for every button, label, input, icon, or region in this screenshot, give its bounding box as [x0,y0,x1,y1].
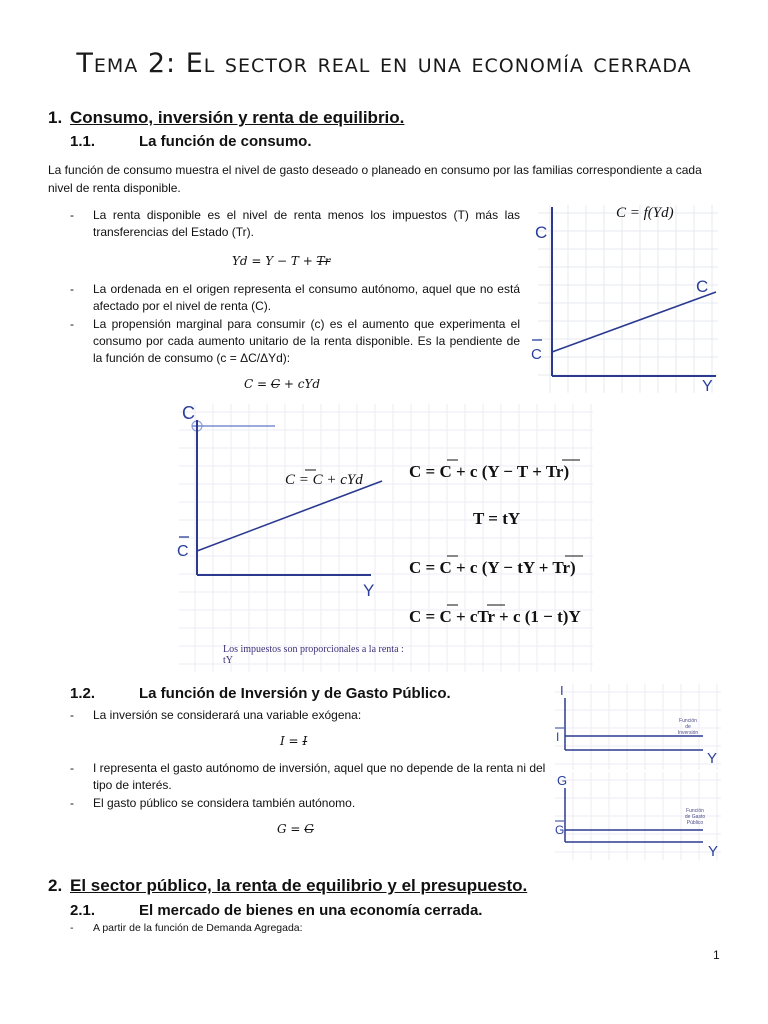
government-note-1: Función [686,808,704,814]
subsection-1-1-heading [70,133,312,150]
taxes-note-wrap [223,644,413,675]
bullet-public-spending [70,795,543,812]
section-1-number: 1. [48,108,63,127]
section-1-heading [48,108,404,128]
formula-2: T = tY [473,509,521,528]
subsection-1-1-title: La función de consumo. [139,133,312,150]
section-2-title: El sector público, la renta de equilibrio y el presupuesto. [70,876,528,895]
equation-left: C = [244,377,271,391]
equation-i-autonomous: I [302,734,308,748]
subsection-2-1-title: El mercado de bienes en una economía cerrada. [139,902,483,919]
page-number: 1 [713,948,720,962]
bullet-text: A partir de la función de Demanda Agregada: [93,922,303,934]
graph1-x-label: Y [702,378,713,395]
government-y-label: G [557,773,568,788]
section-2-number: 2. [48,876,63,895]
subsection-1-2-heading [70,685,451,702]
government-spending-graph [553,770,723,862]
investment-note-2: de [685,724,691,730]
graph2-intercept-label: C [177,543,189,560]
government-x-label: Y [708,843,719,860]
bullet-dash: - [70,708,74,722]
consumption-intro: La función de consumo muestra el nivel de gasto deseado o planeado en consumo por las familias correspondiente a cada nivel de renta disponible. [48,163,702,195]
bullet-text: La inversión se considerará una variable exógena: [93,708,362,722]
graph1-intercept-label: C [531,346,542,363]
consumption-line [197,481,382,551]
investment-function-graph [553,682,723,772]
consumption-line [552,292,716,352]
bullet-dash: - [70,761,74,775]
bullet-dash: - [70,208,74,222]
graph1-y-label: C [535,223,548,242]
consumption-function-graph [530,197,720,397]
equation-right: + cYd [280,377,321,391]
grid [538,205,718,393]
bullet-autonomous-investment [70,760,548,794]
equation-investment [280,734,307,748]
government-note-2: de Gasto [684,814,706,820]
equation-government [277,822,314,836]
consumption-formulas-figure [175,400,595,675]
bullet-dash: - [70,922,74,934]
equation-consumption [244,377,320,391]
bullet-marginal-propensity [70,316,520,367]
formula-1: C = C + c (Y − T + Tr) [409,462,570,481]
bullet-investment-exogenous [70,707,543,724]
equation-left: I = [280,734,303,748]
graph2-y-label: C [182,403,195,423]
bullet-dash: - [70,317,74,331]
equation-text: Yd = Y − T + [232,254,317,268]
equation-left: G = [277,822,305,836]
subsection-1-1-number: 1.1. [70,133,96,150]
section-2-heading [48,876,527,896]
subsection-2-1-heading [70,902,482,919]
taxes-note: Los impuestos son proporcionales a la renta : tY [223,644,404,666]
investment-note-1: Función [679,718,697,724]
graph1-eq: C = f(Yd) [616,205,674,221]
bullet-dash: - [70,282,74,296]
bullet-dash: - [70,796,74,810]
government-level-label: G [555,823,565,837]
bullet-aggregate-demand [70,920,543,937]
subsection-1-2-number: 1.2. [70,685,96,702]
bullet-text: La renta disponible es el nivel de renta menos los impuestos (T) más las transferencias del Estado (Tr). [93,208,520,239]
formula-3: C = C + c (Y − tY + Tr) [409,558,576,577]
section-1-title: Consumo, inversión y renta de equilibrio. [70,108,405,127]
government-note-3: Público [686,820,704,826]
bullet-text: El gasto público se considera también autónomo. [93,796,356,810]
equation-g-autonomous: G [304,822,314,836]
grid [555,684,721,770]
formula-4: C = C + cTr + c (1 − t)Y [409,607,581,626]
investment-x-label: Y [707,750,718,767]
graph2-line-eq: C = C + cYd [285,472,363,488]
investment-note-3: Inversión [677,730,699,736]
bullet-text: La ordenada en el origen representa el consumo autónomo, aquel que no está afectado por el nivel de renta (C). [93,282,520,313]
graph1-line-label: C [696,277,709,296]
equation-disposable-income [232,254,330,268]
bullet-text: I representa el gasto autónomo de inversión, aquel que no depende de la renta ni del tipo de interés. [93,761,546,792]
page-title: Tema 2: El sector real en una economía cerrada [76,48,692,79]
equation-tr: Tr [316,254,331,268]
investment-y-label: I [560,683,564,698]
subsection-2-1-number: 2.1. [70,902,96,919]
graph2-x-label: Y [363,581,375,600]
bullet-autonomous-consumption [70,281,520,315]
grid [179,404,593,672]
subsection-1-2-title: La función de Inversión y de Gasto Público. [139,685,451,702]
investment-level-label: I [556,730,560,744]
equation-c-autonomous: C [270,377,281,391]
bullet-text: La propensión marginal para consumir (c) es el aumento que experimenta el consumo por cada aumento unitario de la renta disponible. Es la pendiente de la función de consumo (c = ΔC/ΔYd): [93,317,520,365]
bullet-disposable-income [70,207,520,241]
